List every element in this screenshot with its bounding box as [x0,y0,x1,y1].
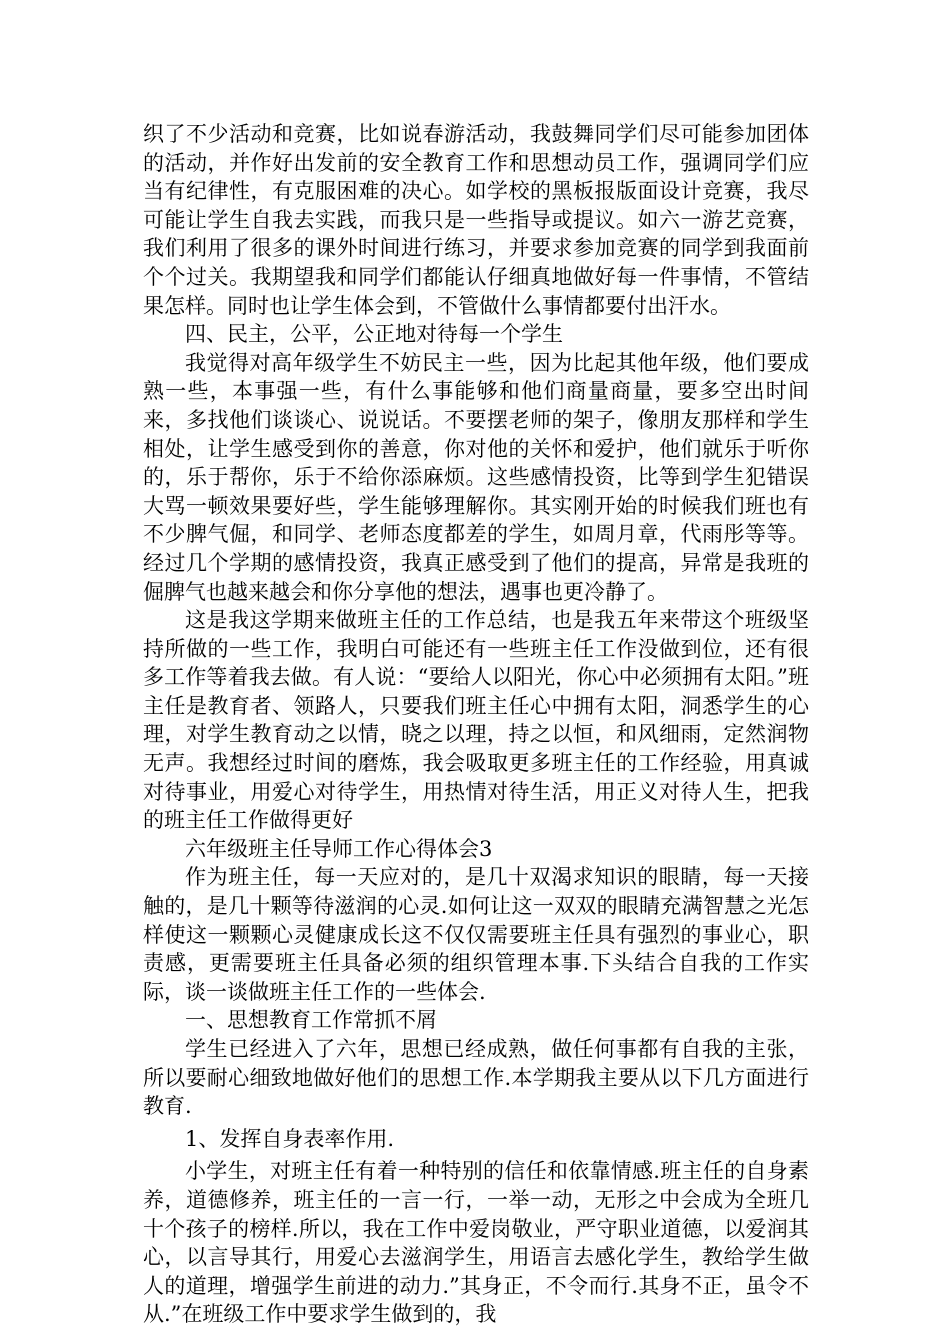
paragraph-3: 这是我这学期来做班主任的工作总结，也是我五年来带这个班级坚持所做的一些工作，我明白可能还有一些班主任工作没做到位，还有很多工作等着我去做。有人说：“要给人以阳光，你心中必须拥有太阳。”班主任是教育者、领路人，只要我们班主任心中拥有太阳，洞悉学生的心理，对学生教育动之以情，晓之以理，持之以恒，和风细雨，定然润物无声。我想经过时间的磨炼，我会吸取更多班主任的工作经验，用真诚对待事业，用爱心对待学生，用热情对待生活，用正义对待人生，把我的班主任工作做得更好 [143,608,809,833]
paragraph-6: 小学生，对班主任有着一种特别的信任和依靠情感.班主任的自身素养，道德修养，班主任的一言一行，一举一动，无形之中会成为全班几十个孩子的榜样.所以，我在工作中爱岗敬业，严守职业道德，以爱润其心，以言导其行，用爱心去滋润学生，用语言去感化学生，教给学生做人的道理，增强学生前进的动力.”其身正，不令而行.其身不正，虽令不从.”在班级工作中要求学生做到的，我 [143,1159,809,1327]
paragraph-5: 学生已经进入了六年，思想已经成熟，做任何事都有自我的主张，所以要耐心细致地做好他们的思想工作.本学期我主要从以下几方面进行教育. [143,1037,809,1119]
section-heading-1: 一、思想教育工作常抓不屑 [185,1008,437,1033]
article-title-3: 六年级班主任导师工作心得体会3 [185,836,493,861]
paragraph-1: 织了不少活动和竞赛，比如说春游活动，我鼓舞同学们尽可能参加团体的活动，并作好出发前的安全教育工作和思想动员工作，强调同学们应当有纪律性，有克服困难的决心。如学校的黑板报版面设计竞赛，我尽可能让学生自我去实践，而我只是一些指导或提议。如六一游艺竞赛，我们利用了很多的课外时间进行练习，并要求参加竞赛的同学到我面前个个过关。我期望我和同学们都能认仔细真地做好每一件事情，不管结果怎样。同时也让学生体会到，不管做什么事情都要付出汗水。 [143,122,809,318]
section-heading-4: 四、民主，公平，公正地对待每一个学生 [185,322,563,347]
subheading-1: 1、发挥自身表率作用. [185,1126,395,1151]
paragraph-4: 作为班主任，每一天应对的，是几十双渴求知识的眼睛，每一天接触的，是几十颗等待滋润的心灵.如何让这一双双的眼睛充满智慧之光怎样使这一颗颗心灵健康成长这不仅仅需要班主任具有强烈的事业心，职责感，更需要班主任具备必须的组织管理本事.下头结合自我的工作实际，谈一谈做班主任工作的一些体会. [143,865,809,1004]
document-body [143,120,809,1329]
paragraph-2: 我觉得对高年级学生不妨民主一些，因为比起其他年级，他们要成熟一些，本事强一些，有什么事能够和他们商量商量，要多空出时间来，多找他们谈谈心、说说话。不要摆老师的架子，像朋友那样和学生相处，让学生感受到你的善意，你对他的关怀和爱护，他们就乐于听你的，乐于帮你，乐于不给你添麻烦。这些感情投资，比等到学生犯错误大骂一顿效果要好些，学生能够理解你。其实刚开始的时候我们班也有不少脾气倔，和同学、老师态度都差的学生，如周月章，代雨彤等等。经过几个学期的感情投资，我真正感受到了他们的提高，异常是我班的倔脾气也越来越会和你分享他的想法，遇事也更冷静了。 [143,350,809,604]
